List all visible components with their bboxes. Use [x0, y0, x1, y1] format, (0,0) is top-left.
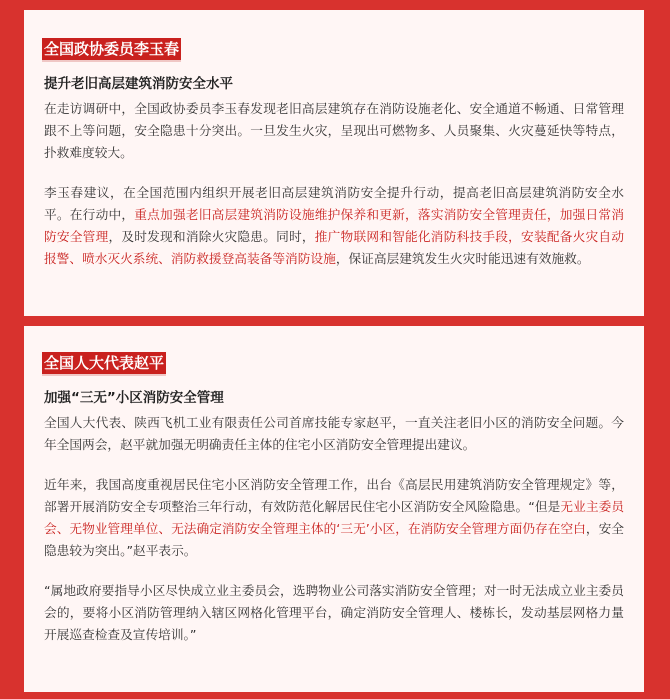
member-name-tag: 全国政协委员李玉春	[42, 38, 181, 62]
text-run: ，及时发现和消除火灾隐患。同时，	[108, 229, 315, 244]
proposal-title: 提升老旧高层建筑消防安全水平	[44, 76, 233, 92]
member-name-tag: 全国人大代表赵平	[42, 352, 166, 376]
proposal-title: 加强“三无”小区消防安全管理	[44, 390, 224, 406]
text-run: 李玉春建议，在全国范围内组织开展老旧高层建筑消防安全提升行动，提高老旧高层建筑消防安全水平。在行动中，	[44, 185, 624, 222]
highlight-text: 无业主委员会、无物业管理单位、无法确定消防安全管理主体的‘三无’小区，在消防安全管理方面仍存在空白	[44, 499, 625, 536]
proposal-card-li-yuchun	[24, 10, 644, 316]
body-paragraph	[44, 474, 624, 562]
body-paragraph: 在走访调研中，全国政协委员李玉春发现老旧高层建筑存在消防设施老化、安全通道不畅通、日常管理跟不上等问题，安全隐患十分突出。一旦发生火灾，呈现出可燃物多、人员聚集、火灾蔓延快等特点，扑救难度较大。	[44, 101, 624, 160]
highlight-text: 推广物联网和智能化消防科技手段，安装配备火灾自动报警、喷水灭火系统、消防救援登高装备等消防设施	[44, 229, 625, 266]
proposal-card-zhao-ping	[24, 326, 644, 692]
highlight-text: 重点加强老旧高层建筑消防设施维护保养和更新，落实消防安全管理责任，加强日常消防安全管理	[44, 207, 625, 244]
body-paragraph	[44, 182, 624, 270]
text-run: ，安全隐患较为突出。”赵平表示。	[44, 521, 624, 558]
text-run: 近年来，我国高度重视居民住宅小区消防安全管理工作，出台《高层民用建筑消防安全管理规定》等，部署开展消防安全专项整治三年行动，有效防范化解居民住宅小区消防安全风险隐患。“但是	[44, 477, 624, 514]
body-paragraph: “属地政府要指导小区尽快成立业主委员会，选聘物业公司落实消防安全管理；对一时无法成立业主委员会的，要将小区消防管理纳入辖区网格化管理平台，确定消防安全管理人、楼栋长，发动基层网格力量开展巡查检查及宣传培训。”	[44, 583, 624, 642]
text-run: ，保证高层建筑发生火灾时能迅速有效施救。	[335, 251, 590, 266]
body-paragraph: 全国人大代表、陕西飞机工业有限责任公司首席技能专家赵平，一直关注老旧小区的消防安全问题。今年全国两会，赵平就加强无明确责任主体的住宅小区消防安全管理提出建议。	[44, 415, 624, 452]
